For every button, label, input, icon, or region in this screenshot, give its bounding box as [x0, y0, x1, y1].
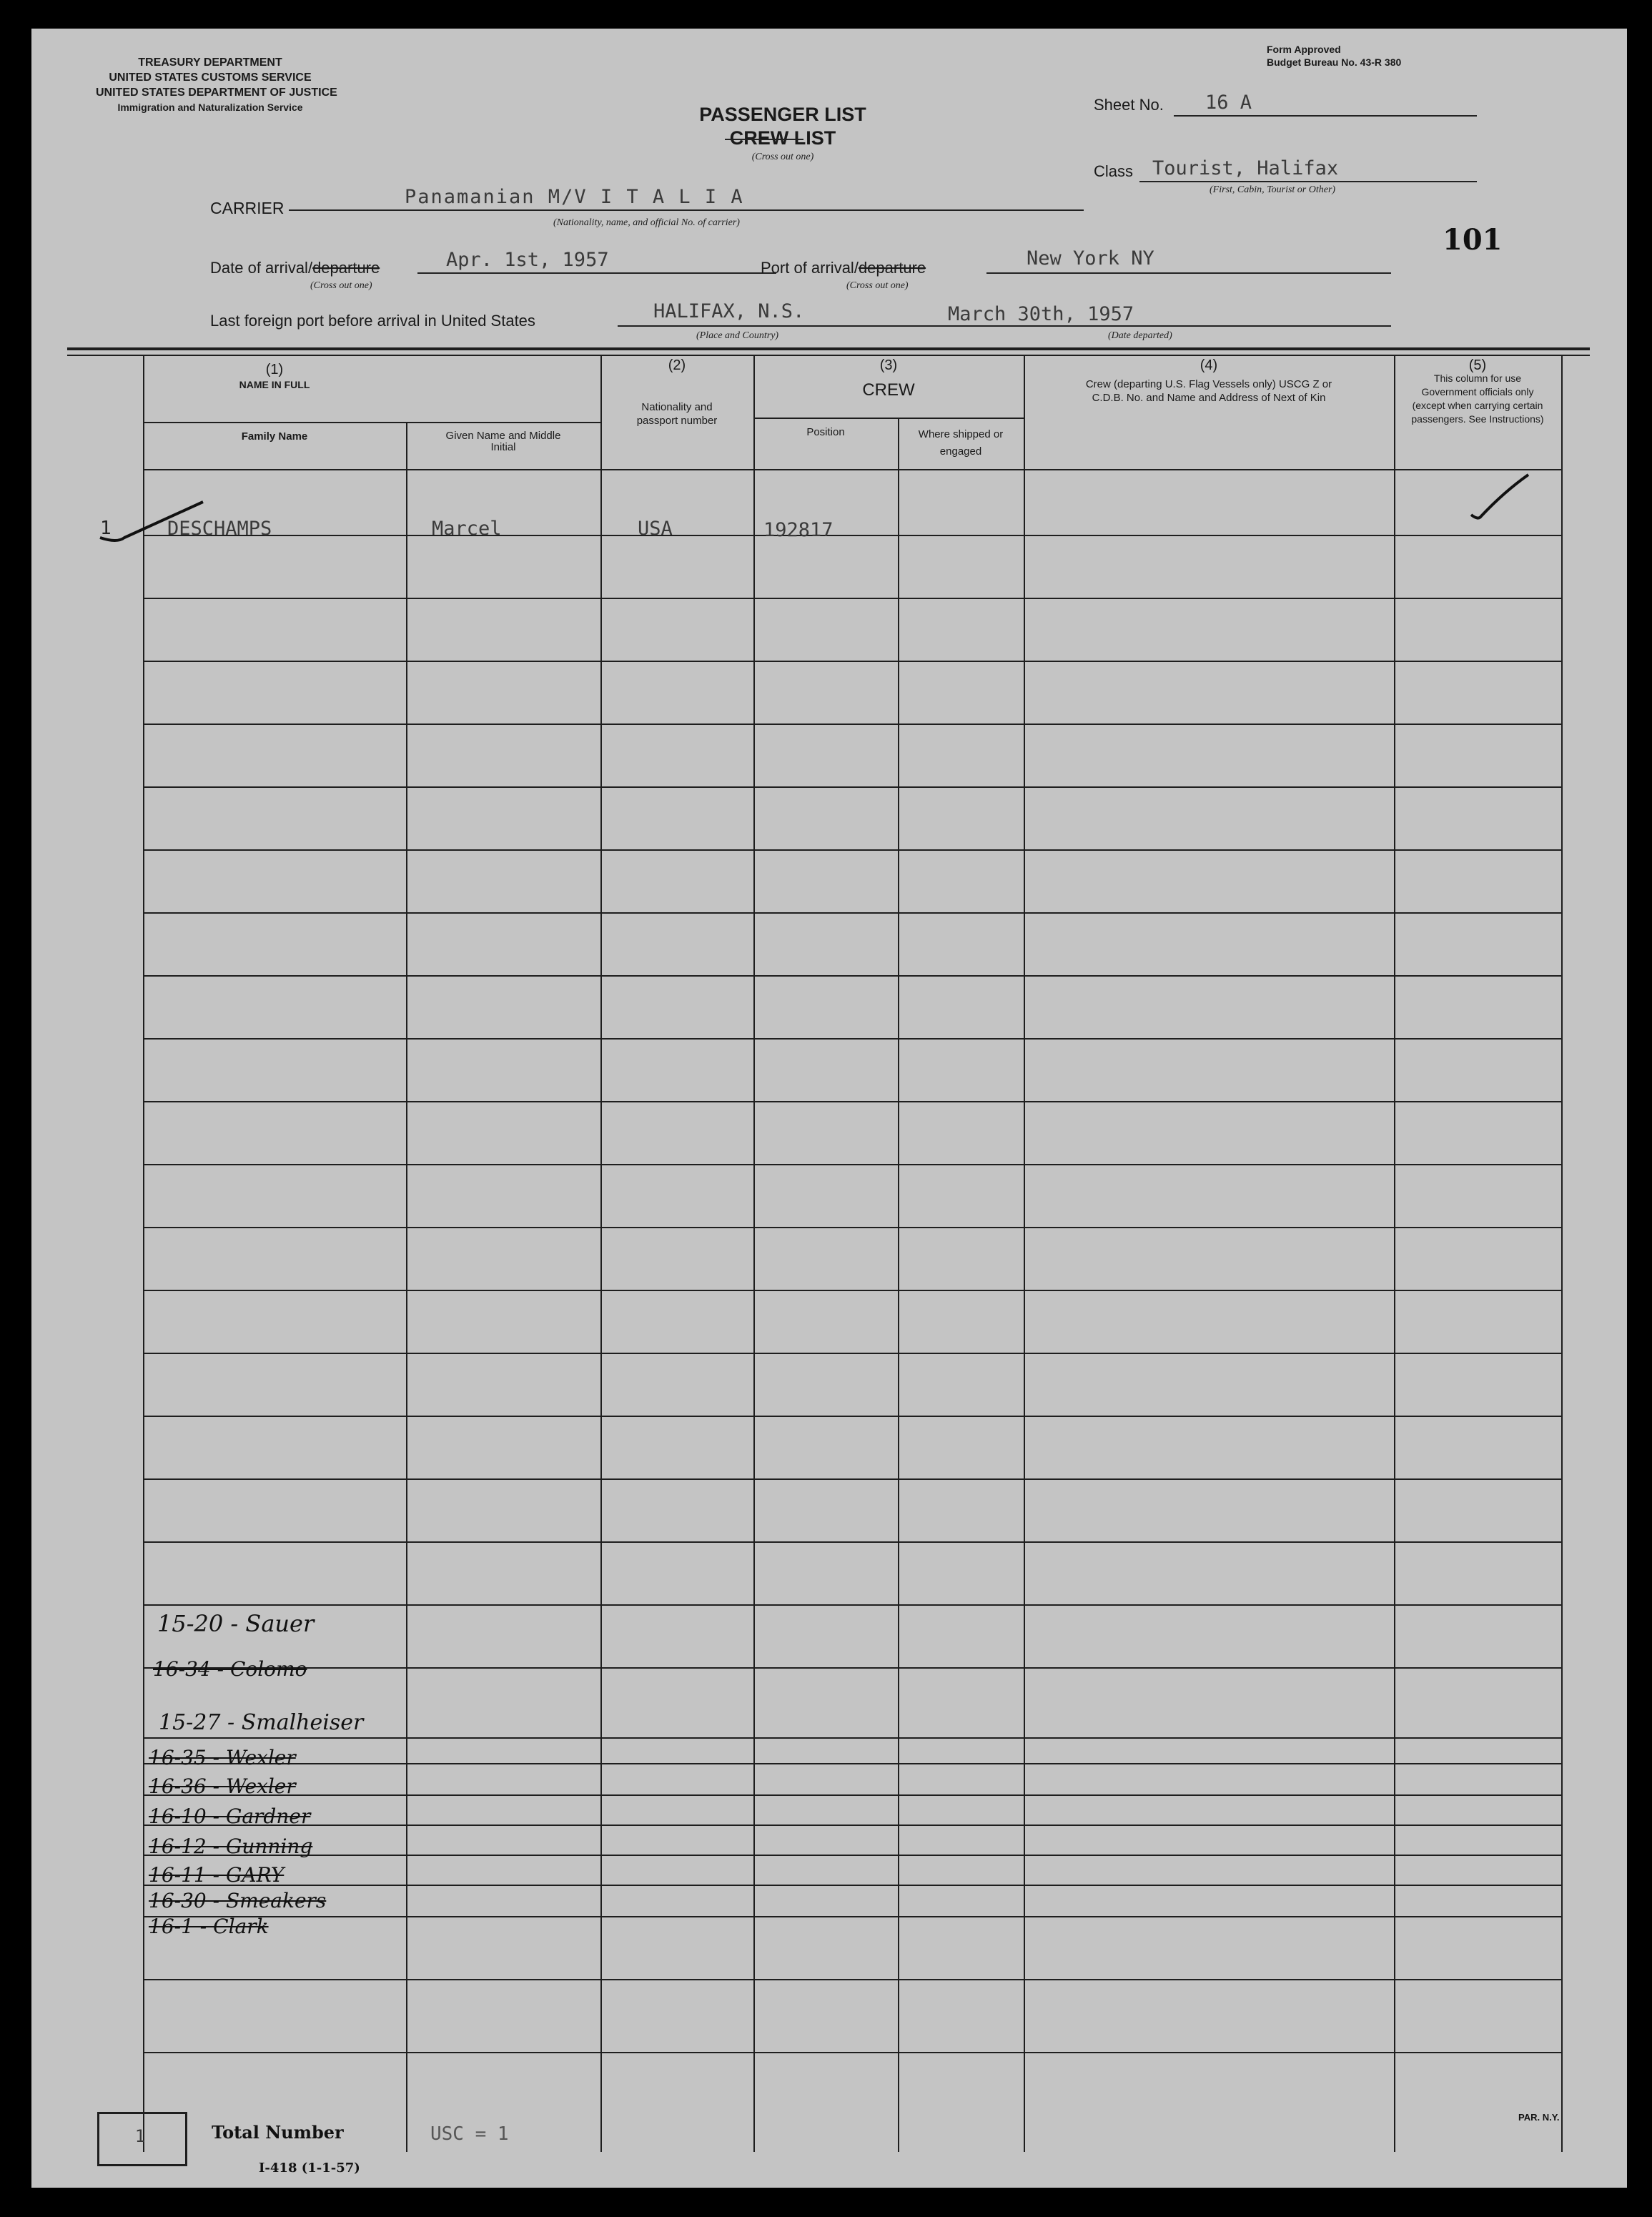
col1-num: (1): [265, 362, 284, 377]
col1-title: NAME IN FULL: [239, 379, 310, 390]
date-departure-label-struck: departure: [312, 259, 380, 277]
row-position: 192817: [763, 519, 834, 541]
title-crew-list: CREW LIST: [729, 127, 836, 149]
last-port-hint: (Place and Country): [696, 330, 779, 341]
last-port-value: HALIFAX, N.S.: [653, 300, 805, 322]
col2-title: Nationality and passport number: [636, 401, 718, 427]
port-hint: (Cross out one): [846, 280, 909, 291]
carrier-hint: (Nationality, name, and official No. of carrier): [553, 217, 740, 228]
agency-line: UNITED STATES DEPARTMENT OF JUSTICE: [96, 87, 337, 99]
agency-line: Immigration and Naturalization Service: [117, 102, 303, 113]
sheet-label: Sheet No.: [1094, 96, 1164, 114]
handwritten-note: 15-27 - Smalheiser: [159, 1710, 364, 1735]
total-box-value: 1: [134, 2126, 146, 2146]
form-number: I-418 (1-1-57): [259, 2161, 360, 2176]
col3-position: Position: [806, 426, 845, 438]
date-hint: (Cross out one): [310, 280, 372, 291]
row-nationality: USA: [638, 518, 673, 540]
col2-num: (2): [668, 357, 686, 373]
row-given-name: Marcel: [432, 518, 502, 540]
col1-given: Given Name and Middle Initial: [445, 430, 561, 453]
handwritten-note: 16-34 - Colomo: [153, 1657, 307, 1681]
handwritten-note: 16-10 - Gardner: [149, 1804, 311, 1828]
handwritten-note: 16-30 - Smeakers: [149, 1889, 327, 1912]
check-mark-col5: [1471, 475, 1528, 518]
usc-note: USC = 1: [430, 2123, 509, 2145]
handwritten-note: 16-11 - GARY: [149, 1863, 285, 1887]
last-port-label: Last foreign port before arrival in United States: [210, 312, 535, 330]
check-mark-row1: [100, 502, 203, 540]
row-family-name: DESCHAMPS: [167, 518, 272, 540]
row-line-number: 1: [100, 518, 112, 539]
handwritten-note: 16-1 - Clark: [149, 1915, 269, 1938]
col5-title: This column for use Government officials only (except when carrying certain passengers. See Instructions): [1411, 372, 1544, 425]
cross-out-note: (Cross out one): [751, 152, 814, 162]
budget-bureau: Budget Bureau No. 43-R 380: [1267, 56, 1402, 68]
col3-where: Where shipped or engaged: [918, 428, 1004, 458]
col1-family: Family Name: [241, 430, 308, 443]
document-sheet: [31, 29, 1627, 2188]
carrier-value: Panamanian M/V I T A L I A: [405, 186, 744, 208]
port-arrival-label-a: Port of arrival/: [761, 259, 859, 277]
handwritten-note: 16-36 - Wexler: [149, 1774, 296, 1798]
col5-num: (5): [1468, 357, 1487, 373]
handwritten-note: 15-20 - Sauer: [157, 1610, 315, 1637]
departed-hint: (Date departed): [1108, 330, 1172, 341]
handwritten-note: 16-12 - Gunning: [149, 1835, 313, 1858]
departed-value: March 30th, 1957: [948, 303, 1134, 325]
col3-num: (3): [879, 357, 898, 373]
carrier-label: CARRIER: [210, 199, 285, 217]
printer-mark: PAR. N.Y.: [1518, 2112, 1560, 2123]
port-arrival-value: New York NY: [1027, 247, 1154, 270]
col4-title: Crew (departing U.S. Flag Vessels only) USCG Z or C.D.B. No. and Name and Address of Next of Kin: [1085, 378, 1332, 404]
class-hint: (First, Cabin, Tourist or Other): [1210, 184, 1336, 195]
agency-line: TREASURY DEPARTMENT: [138, 56, 282, 69]
agency-line: UNITED STATES CUSTOMS SERVICE: [109, 71, 312, 84]
total-number-label: Total Number: [212, 2122, 344, 2143]
col4-num: (4): [1200, 357, 1218, 373]
class-value: Tourist, Halifax: [1152, 157, 1339, 179]
sheet-value: 16 A: [1205, 92, 1252, 114]
title-passenger-list: PASSENGER LIST: [699, 104, 866, 125]
pen-marks-overlay: [31, 29, 1627, 2188]
port-departure-label-struck: departure: [858, 259, 926, 277]
class-label: Class: [1094, 162, 1134, 180]
form-approved: Form Approved: [1267, 44, 1341, 55]
col3-title: CREW: [862, 380, 915, 400]
date-arrival-value: Apr. 1st, 1957: [446, 249, 609, 271]
date-arrival-label-a: Date of arrival/: [210, 259, 313, 277]
handwritten-note: 16-35 - Wexler: [149, 1746, 296, 1769]
page-number: 101: [1443, 223, 1503, 257]
